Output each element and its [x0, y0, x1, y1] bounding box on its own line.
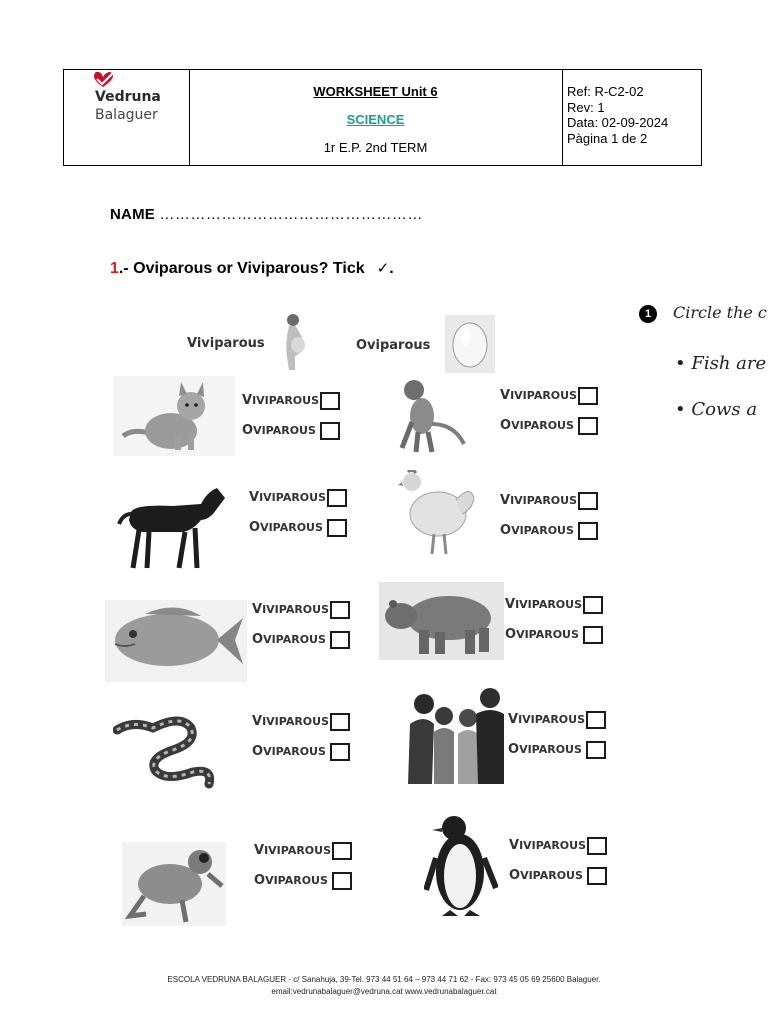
option-rest: VIPAROUS [263, 633, 326, 646]
ref-code: Ref: R-C2-02 [567, 84, 644, 99]
option-rest: VIPAROUS [511, 419, 574, 432]
penguin-icon [424, 814, 498, 918]
legend-viviparous: Viviparous [187, 336, 265, 351]
horse-oviparous-checkbox[interactable] [327, 519, 347, 537]
option-rest: IVIPAROUS [262, 603, 330, 616]
option-initial: V [508, 712, 519, 727]
side-heading: Circle the c [673, 303, 767, 322]
horse-oviparous-label [249, 520, 323, 535]
option-initial: V [242, 393, 253, 408]
monkey-viviparous-label [500, 388, 577, 403]
option-rest: VIPAROUS [511, 524, 574, 537]
footer-address: ESCOLA VEDRUNA BALAGUER - c/ Sanahuja, 39-Tel. 973 44 51 64 – 973 44 71 62 - Fax: 973 45 05 69 25600 Balaguer. [167, 975, 601, 984]
option-rest: VIPAROUS [520, 869, 583, 882]
snake-viviparous-checkbox[interactable] [330, 713, 350, 731]
option-initial: O [509, 868, 521, 883]
fish-viviparous-label [252, 602, 329, 617]
hen-viviparous-label [500, 493, 577, 508]
option-initial: O [500, 418, 512, 433]
option-rest: VIPAROUS [519, 743, 582, 756]
option-rest: VIPAROUS [265, 874, 328, 887]
snake-icon [113, 706, 221, 798]
bear-oviparous-checkbox[interactable] [583, 626, 603, 644]
side-line-1: • Fish are [675, 353, 767, 374]
cat-oviparous-checkbox[interactable] [320, 422, 340, 440]
option-rest: IVIPAROUS [510, 494, 578, 507]
revision: Rev: 1 [567, 100, 605, 115]
bear-oviparous-label [505, 627, 579, 642]
option-initial: V [500, 493, 511, 508]
option-initial: O [500, 523, 512, 538]
question-tail: . [389, 260, 394, 277]
frog-icon [122, 842, 226, 926]
fish-icon [105, 600, 247, 682]
option-initial: V [509, 838, 520, 853]
option-initial: O [254, 873, 266, 888]
penguin-viviparous-checkbox[interactable] [587, 837, 607, 855]
question-number: 1 [110, 260, 119, 277]
option-initial: O [505, 627, 517, 642]
bear-viviparous-checkbox[interactable] [583, 596, 603, 614]
option-initial: V [252, 714, 263, 729]
frog-viviparous-checkbox[interactable] [332, 842, 352, 860]
option-rest: IVIPAROUS [252, 394, 320, 407]
monkey-viviparous-checkbox[interactable] [578, 387, 598, 405]
worksheet-title: WORKSHEET Unit 6 [313, 84, 438, 99]
family-viviparous-label [508, 712, 585, 727]
cat-viviparous-label [242, 393, 319, 408]
option-initial: V [500, 388, 511, 403]
snake-viviparous-label [252, 714, 329, 729]
reference-cell [562, 70, 701, 165]
snake-oviparous-checkbox[interactable] [330, 743, 350, 761]
term-label: 1r E.P. 2nd TERM [323, 140, 428, 155]
footer-contact: email:vedrunabalaguer@vedruna.cat www.vedrunabalaguer.cat [271, 987, 497, 996]
cat-viviparous-checkbox[interactable] [320, 392, 340, 410]
option-rest: IVIPAROUS [262, 715, 330, 728]
pregnant-woman-icon [275, 312, 311, 372]
name-field[interactable] [110, 206, 423, 223]
monkey-oviparous-label [500, 418, 574, 433]
hen-oviparous-checkbox[interactable] [578, 522, 598, 540]
family-viviparous-checkbox[interactable] [586, 711, 606, 729]
logo-text-vedruna: Vedruna [95, 89, 161, 105]
name-label: NAME [110, 206, 155, 223]
family-oviparous-checkbox[interactable] [586, 741, 606, 759]
option-rest: IVIPAROUS [510, 389, 578, 402]
vedruna-heart-logo-icon [91, 70, 119, 90]
frog-oviparous-checkbox[interactable] [332, 872, 352, 890]
option-initial: V [252, 602, 263, 617]
option-rest: IVIPAROUS [515, 598, 583, 611]
page-number: Pàgina 1 de 2 [567, 131, 648, 146]
fish-oviparous-label [252, 632, 326, 647]
header-table [63, 69, 702, 166]
option-rest: IVIPAROUS [519, 839, 587, 852]
option-initial: O [508, 742, 520, 757]
hen-oviparous-label [500, 523, 574, 538]
family-oviparous-label [508, 742, 582, 757]
option-rest: IVIPAROUS [259, 491, 327, 504]
option-initial: O [252, 632, 264, 647]
side-line-2: • Cows a [675, 399, 758, 420]
option-initial: O [252, 744, 264, 759]
option-rest: VIPAROUS [253, 424, 316, 437]
bear-viviparous-label [505, 597, 582, 612]
title-cell [189, 70, 563, 165]
date: Data: 02-09-2024 [567, 115, 669, 130]
subject-link[interactable]: SCIENCE [346, 112, 405, 127]
option-initial: V [254, 843, 265, 858]
monkey-oviparous-checkbox[interactable] [578, 417, 598, 435]
option-rest: VIPAROUS [263, 745, 326, 758]
side-number-badge: 1 [639, 305, 657, 323]
cat-oviparous-label [242, 423, 316, 438]
question-title [110, 259, 394, 278]
bear-icon [379, 582, 504, 660]
penguin-viviparous-label [509, 838, 586, 853]
frog-oviparous-label [254, 873, 328, 888]
penguin-oviparous-checkbox[interactable] [587, 867, 607, 885]
hen-viviparous-checkbox[interactable] [578, 492, 598, 510]
penguin-oviparous-label [509, 868, 583, 883]
cat-icon [113, 376, 235, 456]
legend-oviparous: Oviparous [356, 338, 431, 353]
snake-oviparous-label [252, 744, 326, 759]
option-initial: O [249, 520, 261, 535]
horse-viviparous-checkbox[interactable] [327, 489, 347, 507]
option-initial: V [505, 597, 516, 612]
option-initial: O [242, 423, 254, 438]
option-rest: IVIPAROUS [518, 713, 586, 726]
fish-oviparous-checkbox[interactable] [330, 631, 350, 649]
hen-icon [398, 470, 478, 558]
option-rest: VIPAROUS [516, 628, 579, 641]
name-dots: …………………………………………… [159, 206, 423, 223]
option-rest: VIPAROUS [260, 521, 323, 534]
horse-icon [113, 484, 231, 572]
family-icon [404, 684, 504, 784]
horse-viviparous-label [249, 490, 326, 505]
tick-mark-icon: ✓ [376, 260, 390, 277]
logo-cell [64, 70, 190, 165]
monkey-icon [392, 376, 472, 456]
question-text: .- Oviparous or Viviparous? Tick [118, 260, 365, 277]
fish-viviparous-checkbox[interactable] [330, 601, 350, 619]
logo-text-balaguer: Balaguer [95, 107, 158, 123]
option-initial: V [249, 490, 260, 505]
egg-icon [445, 315, 495, 373]
option-rest: IVIPAROUS [264, 844, 332, 857]
frog-viviparous-label [254, 843, 331, 858]
